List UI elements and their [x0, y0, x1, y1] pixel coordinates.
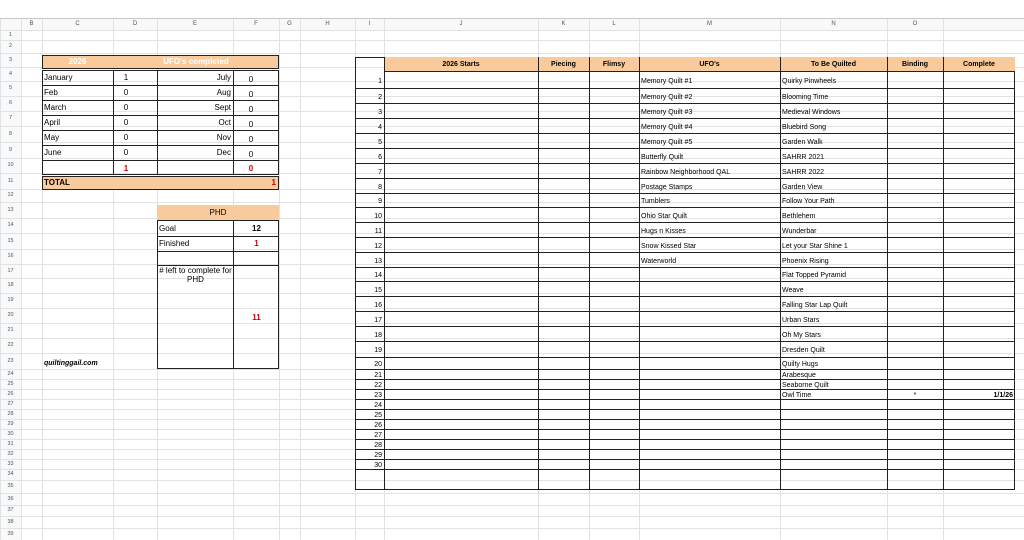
complete-cell [943, 449, 1013, 459]
phd-left-label: # left to complete for PHD [159, 266, 232, 284]
main-header-2: Piecing [551, 61, 576, 68]
ufo-cell [641, 449, 780, 459]
subtotal-left: 1 [123, 164, 129, 173]
ufo-cell [641, 267, 780, 281]
column-header-n[interactable]: N [831, 21, 836, 27]
row-number: 7 [378, 169, 382, 176]
month-right-label: Oct [218, 118, 231, 127]
row-header-18[interactable]: 18 [7, 282, 14, 288]
ufo-cell: Ohio Star Quilt [641, 213, 687, 220]
binding-cell [887, 296, 943, 311]
month-left-label: May [44, 133, 60, 142]
binding-cell [887, 88, 943, 103]
to-be-quilted-cell: Garden Walk [782, 139, 823, 146]
complete-cell [943, 409, 1013, 419]
binding-cell [887, 459, 943, 469]
subtotal-right: 0 [248, 164, 254, 173]
row-header-7[interactable]: 7 [8, 115, 13, 121]
column-header-d[interactable]: D [132, 21, 138, 27]
month-left-label: March [44, 103, 67, 112]
total-label: TOTAL [44, 178, 70, 187]
row-header-1[interactable]: 1 [8, 32, 13, 38]
binding-cell [887, 193, 943, 207]
month-left-value: 0 [123, 133, 129, 142]
month-left-label: April [44, 118, 61, 127]
complete-cell [943, 148, 1013, 163]
to-be-quilted-cell [782, 429, 887, 439]
ufo-cell [641, 399, 780, 409]
ufo-cell [641, 419, 780, 429]
to-be-quilted-cell: Quilty Hugs [782, 361, 819, 368]
main-col-line [780, 57, 781, 490]
binding-cell [887, 267, 943, 281]
row-header-19[interactable]: 19 [7, 297, 14, 303]
binding-cell [887, 178, 943, 193]
row-header-16[interactable]: 16 [7, 253, 14, 259]
row-header-2[interactable]: 2 [8, 43, 13, 49]
total-value: 1 [271, 178, 276, 187]
ufo-cell [641, 409, 780, 419]
ufo-cell [641, 379, 780, 389]
month-right-value: 0 [248, 150, 254, 159]
to-be-quilted-cell: Flat Topped Pyramid [782, 272, 847, 279]
ufo-cell: Memory Quilt #4 [641, 124, 693, 131]
ufo-cell [641, 369, 780, 379]
row-header-30[interactable]: 30 [7, 431, 14, 437]
row-header-34[interactable]: 34 [7, 471, 14, 477]
to-be-quilted-cell: SAHRR 2022 [782, 169, 825, 176]
row-number: 27 [374, 432, 382, 439]
row-header-21[interactable]: 21 [7, 327, 14, 333]
binding-cell: * [913, 392, 917, 399]
month-right-label: Dec [216, 148, 231, 157]
binding-cell [887, 72, 943, 88]
column-header-b[interactable]: B [29, 21, 34, 27]
phd-goal-label: Goal [159, 224, 176, 233]
ufo-cell: Hugs n Kisses [641, 228, 686, 235]
ufo-cell: Memory Quilt #5 [641, 139, 693, 146]
to-be-quilted-cell: Quirky Pinwheels [782, 78, 837, 85]
to-be-quilted-cell: Blooming Time [782, 94, 829, 101]
complete-cell [943, 296, 1013, 311]
row-number: 15 [374, 287, 382, 294]
row-header-14[interactable]: 14 [7, 222, 14, 228]
ufo-cell [641, 389, 780, 399]
complete-cell [943, 133, 1013, 148]
to-be-quilted-cell: Bethlehem [782, 213, 816, 220]
to-be-quilted-cell: Seaborne Quilt [782, 382, 829, 389]
main-header-5: To Be Quilted [811, 61, 856, 68]
month-right-label: Aug [216, 88, 231, 97]
watermark-text: quiltinggail.com [44, 360, 98, 367]
binding-cell [887, 399, 943, 409]
row-header-12[interactable]: 12 [7, 192, 14, 198]
phd-finished-label: Finished [159, 239, 190, 248]
row-header-8[interactable]: 8 [8, 131, 13, 137]
row-header-13[interactable]: 13 [7, 207, 14, 213]
row-header-17[interactable]: 17 [7, 268, 14, 274]
binding-cell [887, 419, 943, 429]
row-number: 30 [374, 462, 382, 469]
column-header-k[interactable]: K [561, 21, 566, 27]
row-number: 20 [374, 361, 382, 368]
complete-cell [943, 222, 1013, 237]
binding-cell [887, 207, 943, 222]
ufo-cell [641, 341, 780, 357]
row-number: 17 [374, 317, 382, 324]
ufo-col-line [157, 70, 158, 175]
binding-cell [887, 439, 943, 449]
complete-cell [943, 267, 1013, 281]
row-number: 5 [378, 139, 382, 146]
row-header-3[interactable]: 3 [8, 57, 13, 63]
ufo-cell: Postage Stamps [641, 184, 693, 191]
to-be-quilted-cell: Garden View [782, 184, 823, 191]
row-number: 24 [374, 402, 382, 409]
complete-cell [943, 459, 1013, 469]
month-left-label: June [44, 148, 62, 157]
ufo-cell [641, 439, 780, 449]
row-number: 6 [378, 154, 382, 161]
to-be-quilted-cell: Phoenix Rising [782, 258, 829, 265]
row-number: 10 [374, 213, 382, 220]
row-header-33[interactable]: 33 [7, 461, 14, 467]
phd-left-value: 11 [252, 313, 261, 322]
column-header-h[interactable]: H [325, 21, 330, 27]
row-header-31[interactable]: 31 [7, 441, 14, 447]
binding-cell [887, 103, 943, 118]
column-header-l[interactable]: L [612, 21, 616, 27]
complete-cell [943, 379, 1013, 389]
row-number: 23 [374, 392, 382, 399]
row-header-36[interactable]: 36 [7, 496, 14, 502]
ufo-cell: Memory Quilt #1 [641, 78, 693, 85]
complete-cell [943, 326, 1013, 341]
ufo-cell: Waterworld [641, 258, 677, 265]
to-be-quilted-cell: Medieval Windows [782, 109, 841, 116]
row-number: 21 [374, 372, 382, 379]
row-number: 12 [374, 243, 382, 250]
binding-cell [887, 326, 943, 341]
phd-goal-value: 12 [252, 224, 261, 233]
column-header-f[interactable]: F [254, 21, 258, 27]
row-number: 19 [374, 347, 382, 354]
month-left-value: 0 [123, 103, 129, 112]
to-be-quilted-cell: Urban Stars [782, 317, 820, 324]
ufo-cell: Memory Quilt #2 [641, 94, 693, 101]
ufo-cell: Butterfly Quilt [641, 154, 684, 161]
to-be-quilted-cell [782, 439, 887, 449]
row-number: 9 [378, 198, 382, 205]
row-header-26[interactable]: 26 [7, 391, 14, 397]
ufo-cell: Tumblers [641, 198, 670, 205]
row-number: 25 [374, 412, 382, 419]
binding-cell [887, 379, 943, 389]
to-be-quilted-cell: SAHRR 2021 [782, 154, 825, 161]
to-be-quilted-cell: Wunderbar [782, 228, 817, 235]
main-header-1: 2026 Starts [442, 61, 480, 68]
ufo-cell: Rainbow Neighborhood QAL [641, 169, 731, 176]
ufo-cell: Memory Quilt #3 [641, 109, 693, 116]
complete-cell [943, 429, 1013, 439]
column-header-i[interactable]: I [368, 21, 371, 27]
binding-cell [887, 369, 943, 379]
to-be-quilted-cell [782, 419, 887, 429]
complete-cell [943, 88, 1013, 103]
complete-cell [943, 341, 1013, 357]
complete-cell [943, 72, 1013, 88]
row-number: 29 [374, 452, 382, 459]
column-header-j[interactable]: J [459, 21, 463, 27]
row-header-23[interactable]: 23 [7, 358, 14, 364]
ufo-cell [641, 281, 780, 296]
to-be-quilted-cell: Owl Time [782, 392, 812, 399]
complete-cell [943, 357, 1013, 369]
row-header-29[interactable]: 29 [7, 421, 14, 427]
binding-cell [887, 341, 943, 357]
row-number: 13 [374, 258, 382, 265]
row-header-22[interactable]: 22 [7, 342, 14, 348]
binding-cell [887, 409, 943, 419]
complete-cell [943, 281, 1013, 296]
month-left-value: 0 [123, 118, 129, 127]
month-left-value: 0 [123, 88, 129, 97]
to-be-quilted-cell: Oh My Stars [782, 332, 821, 339]
main-row-line [355, 469, 1015, 470]
binding-cell [887, 449, 943, 459]
row-number: 18 [374, 332, 382, 339]
month-left-label: January [44, 73, 73, 82]
row-header-38[interactable]: 38 [7, 519, 14, 525]
row-header-35[interactable]: 35 [7, 483, 14, 489]
month-right-label: July [216, 73, 231, 82]
complete-cell [943, 103, 1013, 118]
row-header-10[interactable]: 10 [7, 162, 14, 168]
row-header-28[interactable]: 28 [7, 411, 14, 417]
binding-cell [887, 429, 943, 439]
to-be-quilted-cell: Let your Star Shine 1 [782, 243, 848, 250]
complete-cell [943, 439, 1013, 449]
complete-cell [943, 163, 1013, 178]
column-header-g[interactable]: G [287, 21, 292, 27]
main-col-line [538, 57, 539, 490]
complete-cell [943, 311, 1013, 326]
month-left-value: 0 [123, 148, 129, 157]
phd-title: PHD [209, 208, 227, 217]
month-left-label: Feb [44, 88, 58, 97]
complete-cell [943, 369, 1013, 379]
column-header-c[interactable]: C [75, 21, 80, 27]
to-be-quilted-cell: Falling Star Lap Quilt [782, 302, 848, 309]
phd-finished-value: 1 [254, 239, 259, 248]
complete-cell [943, 399, 1013, 409]
row-header-25[interactable]: 25 [7, 381, 14, 387]
to-be-quilted-cell [782, 399, 887, 409]
row-header-5[interactable]: 5 [8, 85, 13, 91]
month-right-value: 0 [248, 105, 254, 114]
binding-cell [887, 357, 943, 369]
month-right-value: 0 [248, 75, 254, 84]
complete-cell [943, 419, 1013, 429]
month-right-value: 0 [248, 135, 254, 144]
to-be-quilted-cell: Weave [782, 287, 804, 294]
to-be-quilted-cell [782, 459, 887, 469]
column-header-e[interactable]: E [192, 21, 197, 27]
complete-cell [943, 237, 1013, 252]
row-number: 11 [374, 228, 382, 235]
binding-cell [887, 118, 943, 133]
row-header-27[interactable]: 27 [7, 401, 14, 407]
row-number: 8 [378, 184, 382, 191]
month-left-value: 1 [123, 73, 129, 82]
complete-cell [943, 207, 1013, 222]
month-right-label: Sept [214, 103, 231, 112]
row-header-9[interactable]: 9 [8, 147, 13, 153]
ufo-header-title: UFO's completed [163, 57, 229, 66]
ufo-cell [641, 326, 780, 341]
ufo-cell [641, 429, 780, 439]
binding-cell [887, 281, 943, 296]
column-header-o[interactable]: O [912, 21, 918, 27]
row-number: 3 [378, 109, 382, 116]
main-header-3: Flimsy [602, 61, 626, 68]
row-header-20[interactable]: 20 [7, 312, 14, 318]
complete-cell: 1/1/26 [993, 392, 1013, 399]
complete-cell [943, 178, 1013, 193]
row-header-39[interactable]: 39 [7, 531, 14, 537]
main-col-line [639, 57, 640, 490]
row-number: 14 [374, 272, 382, 279]
month-right-value: 0 [248, 120, 254, 129]
main-header-7: Complete [963, 61, 995, 68]
binding-cell [887, 163, 943, 178]
to-be-quilted-cell: Dresden Quilt [782, 347, 825, 354]
row-header-11[interactable]: 11 [7, 178, 14, 184]
row-number: 1 [378, 78, 382, 85]
ufo-cell [641, 296, 780, 311]
row-header-6[interactable]: 6 [8, 100, 13, 106]
ufo-col-line [233, 70, 234, 175]
phd-row-line [157, 251, 279, 252]
ufo-header-year: 2026 [68, 57, 87, 66]
row-number: 22 [374, 382, 382, 389]
row-number: 28 [374, 442, 382, 449]
binding-cell [887, 133, 943, 148]
main-header-4: UFO's [699, 61, 720, 68]
row-number: 16 [374, 302, 382, 309]
complete-cell [943, 252, 1013, 267]
to-be-quilted-cell: Bluebird Song [782, 124, 826, 131]
ufo-cell [641, 459, 780, 469]
row-header-24[interactable]: 24 [7, 371, 14, 377]
row-header-37[interactable]: 37 [7, 507, 14, 513]
to-be-quilted-cell [782, 409, 887, 419]
binding-cell [887, 222, 943, 237]
binding-cell [887, 148, 943, 163]
row-number: 26 [374, 422, 382, 429]
main-col-line [589, 57, 590, 490]
row-header-32[interactable]: 32 [7, 451, 14, 457]
to-be-quilted-cell [782, 449, 887, 459]
ufo-cell: Snow Kissed Star [641, 243, 697, 250]
row-number: 4 [378, 124, 382, 131]
complete-cell [943, 118, 1013, 133]
binding-cell [887, 311, 943, 326]
month-right-value: 0 [248, 90, 254, 99]
ufo-cell [641, 357, 780, 369]
binding-cell [887, 252, 943, 267]
to-be-quilted-cell: Follow Your Path [782, 198, 835, 205]
row-number: 2 [378, 94, 382, 101]
row-header-4[interactable]: 4 [8, 71, 13, 77]
ufo-cell [641, 311, 780, 326]
month-right-label: Nov [216, 133, 231, 142]
to-be-quilted-cell: Arabesque [782, 372, 816, 379]
ufo-col-line [113, 70, 114, 175]
complete-cell [943, 193, 1013, 207]
row-header-15[interactable]: 15 [7, 238, 14, 244]
main-col-line [384, 57, 385, 490]
binding-cell [887, 237, 943, 252]
column-header-m[interactable]: M [707, 21, 712, 27]
main-header-6: Binding [901, 61, 929, 68]
